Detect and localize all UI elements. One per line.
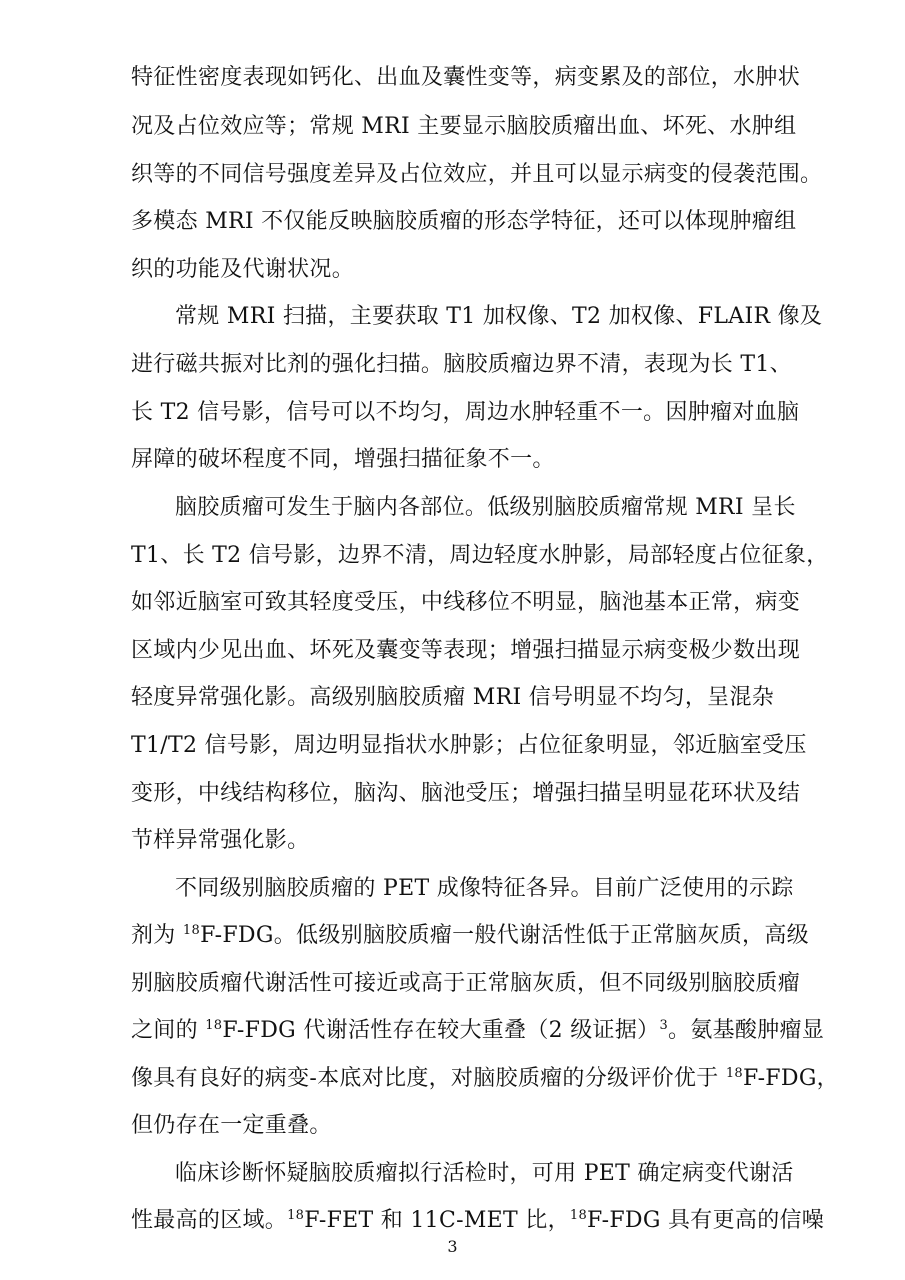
text-line: T1、长 T2 信号影，边界不清，周边轻度水肿影，局部轻度占位征象， (131, 543, 829, 568)
superscript-isotope: 18 (205, 1018, 223, 1033)
text-line: 多模态 MRI 不仅能反映脑胶质瘤的形态学特征，还可以体现肿瘤组 (131, 209, 797, 234)
text-line: 但仍存在一定重叠。 (131, 1113, 332, 1138)
text-line: 特征性密度表现如钙化、出血及囊性变等，病变累及的部位，水肿状 (131, 65, 801, 90)
text-line: T1/T2 信号影，周边明显指状水肿影；占位征象明显，邻近脑室受压 (131, 733, 807, 758)
superscript-isotope: 18 (725, 1066, 743, 1081)
superscript-isotope: 18 (182, 923, 201, 938)
citation-superscript: 3 (659, 1018, 669, 1033)
text-line: 之间的 $^{18}$F-FDG 代谢活性存在较大重叠（2 级证据）$^3$。氨基酸肿瘤显 (131, 1018, 825, 1043)
text-line: 织等的不同信号强度差异及占位效应，并且可以显示病变的侵袭范围。 (131, 162, 823, 187)
text-line: 变形，中线结构移位，脑沟、脑池受压；增强扫描呈明显花环状及结 (131, 781, 801, 806)
text-line: 屏障的破坏程度不同，增强扫描征象不一。 (131, 447, 555, 472)
text-line: 进行磁共振对比剂的强化扫描。脑胶质瘤边界不清，表现为长 T1、 (131, 352, 792, 377)
superscript-isotope: 18 (569, 1208, 588, 1223)
text-line: 轻度异常强化影。高级别脑胶质瘤 MRI 信号明显不均匀，呈混杂 (131, 685, 775, 710)
text-line: 脑胶质瘤可发生于脑内各部位。低级别脑胶质瘤常规 MRI 呈长 (175, 495, 796, 520)
text-line: 临床诊断怀疑脑胶质瘤拟行活检时，可用 PET 确定病变代谢活 (175, 1161, 794, 1186)
text-line: 别脑胶质瘤代谢活性可接近或高于正常脑灰质，但不同级别脑胶质瘤 (131, 971, 801, 996)
text-line: 常规 MRI 扫描，主要获取 T1 加权像、T2 加权像、FLAIR 像及 (175, 304, 823, 329)
text-line: 织的功能及代谢状况。 (131, 257, 355, 282)
text-line: 不同级别脑胶质瘤的 PET 成像特征各异。目前广泛使用的示踪 (175, 876, 794, 901)
text-line: 像具有良好的病变-本底对比度，对脑胶质瘤的分级评价优于 $^{18}$F-FDG， (131, 1066, 839, 1091)
page-number: 3 (447, 1237, 458, 1256)
text-line: 如邻近脑室可致其轻度受压，中线移位不明显，脑池基本正常，病变 (131, 590, 801, 615)
text-line: 长 T2 信号影，信号可以不均匀，周边水肿轻重不一。因肿瘤对血脑 (131, 400, 800, 425)
text-line: 剂为 $^{18}$F-FDG。低级别脑胶质瘤一般代谢活性低于正常脑灰质，高级 (131, 923, 809, 948)
text-line: 性最高的区域。$^{18}$F-FET 和 11C-MET 比，$^{18}$F-FDG 具有更高的信噪 (131, 1208, 825, 1233)
superscript-isotope: 18 (287, 1208, 305, 1223)
text-line: 节样异常强化影。 (131, 828, 310, 853)
text-line: 况及占位效应等；常规 MRI 主要显示脑胶质瘤出血、坏死、水肿组 (131, 114, 797, 139)
text-line: 区域内少见出血、坏死及囊变等表现；增强扫描显示病变极少数出现 (131, 638, 801, 663)
